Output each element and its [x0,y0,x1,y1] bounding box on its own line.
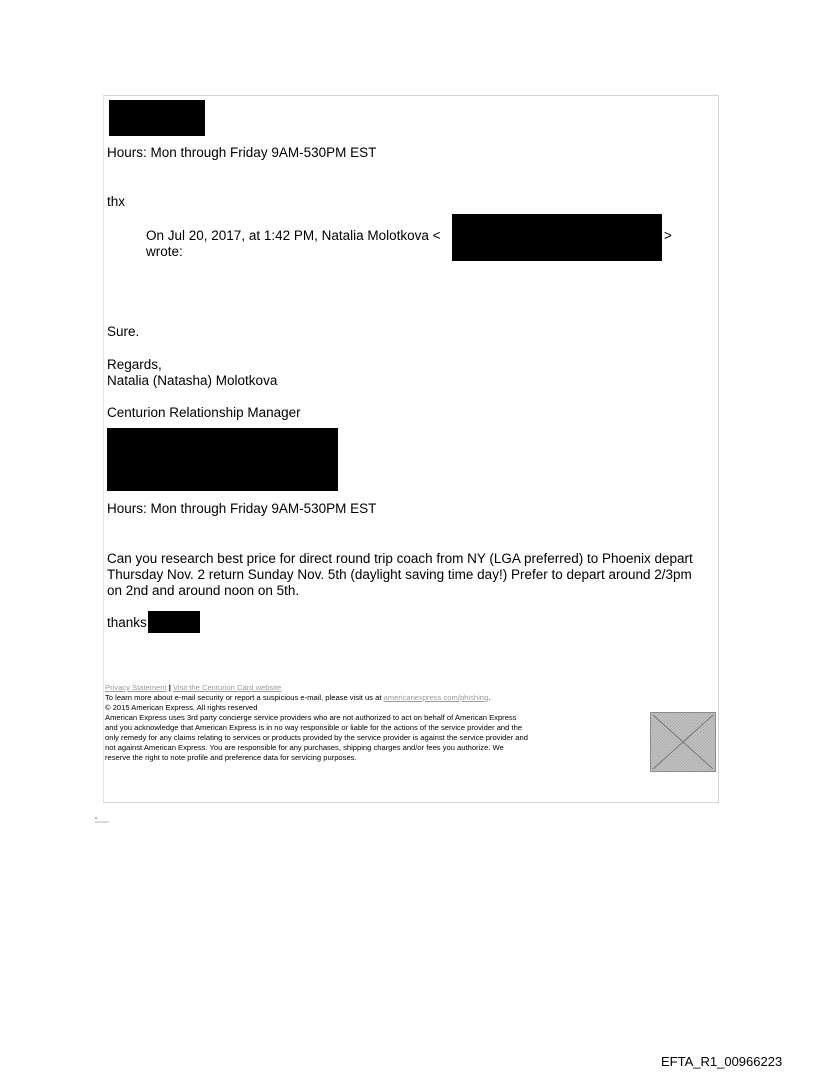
quote-wrote: wrote: [146,244,183,259]
page-marker [95,817,109,825]
phishing-notice [105,693,490,703]
message-text: Sure. [107,324,140,339]
disclaimer-line: not against American Express. You are responsible for any purchases, shipping charges and/or fees you authorize. We [105,743,504,752]
document-id: EFTA_R1_00966223 [661,1054,783,1069]
redaction-block [148,611,200,633]
request-line: on 2nd and around noon on 5th. [107,583,300,598]
signoff: Regards, [107,357,162,372]
centurion-website-link[interactable]: Visit the Centurion Card website [172,683,282,692]
broken-image-placeholder [650,712,716,772]
copyright: © 2015 American Express. All rights reserved [105,703,258,712]
phishing-text: To learn more about e-mail security or report a suspicious e-mail, please visit us at [105,693,384,702]
broken-image-icon [651,713,715,771]
request-line: Can you research best price for direct round trip coach from NY (LGA preferred) to Phoenix depart [107,551,693,566]
redaction-block [109,100,205,136]
thanks-text: thanks [107,615,147,630]
request-line: Thursday Nov. 2 return Sunday Nov. 5th (daylight saving time day!) Prefer to depart around 2/3pm [107,567,692,582]
dot-marker-icon [95,817,109,823]
reply-text: thx [107,194,126,209]
redaction-block [452,214,662,261]
phishing-link[interactable]: americanexpress.com/phishing [383,693,489,702]
hours-line: Hours: Mon through Friday 9AM-530PM EST [107,501,377,516]
footer-links [105,683,281,693]
disclaimer-line: American Express uses 3rd party concierge service providers who are not authorized to act on behalf of American Express [105,713,517,722]
quote-header-close: > [664,228,672,243]
hours-line: Hours: Mon through Friday 9AM-530PM EST [107,145,377,160]
phishing-end: . [488,693,491,702]
link-separator: | [166,683,173,692]
quote-header: On Jul 20, 2017, at 1:42 PM, Natalia Molotkova < [146,228,441,243]
redaction-block [107,428,338,491]
privacy-statement-link[interactable]: Privacy Statement [105,683,167,692]
disclaimer-line: and you acknowledge that American Express is in no way responsible or liable for the actions of the service provider and the [105,723,523,732]
signature-name: Natalia (Natasha) Molotkova [107,373,278,388]
disclaimer-line: only remedy for any claims relating to services or products provided by the service provider is against the service provider and [105,733,528,742]
disclaimer-line: reserve the right to note profile and preference data for servicing purposes. [105,753,357,762]
signature-title: Centurion Relationship Manager [107,405,301,420]
